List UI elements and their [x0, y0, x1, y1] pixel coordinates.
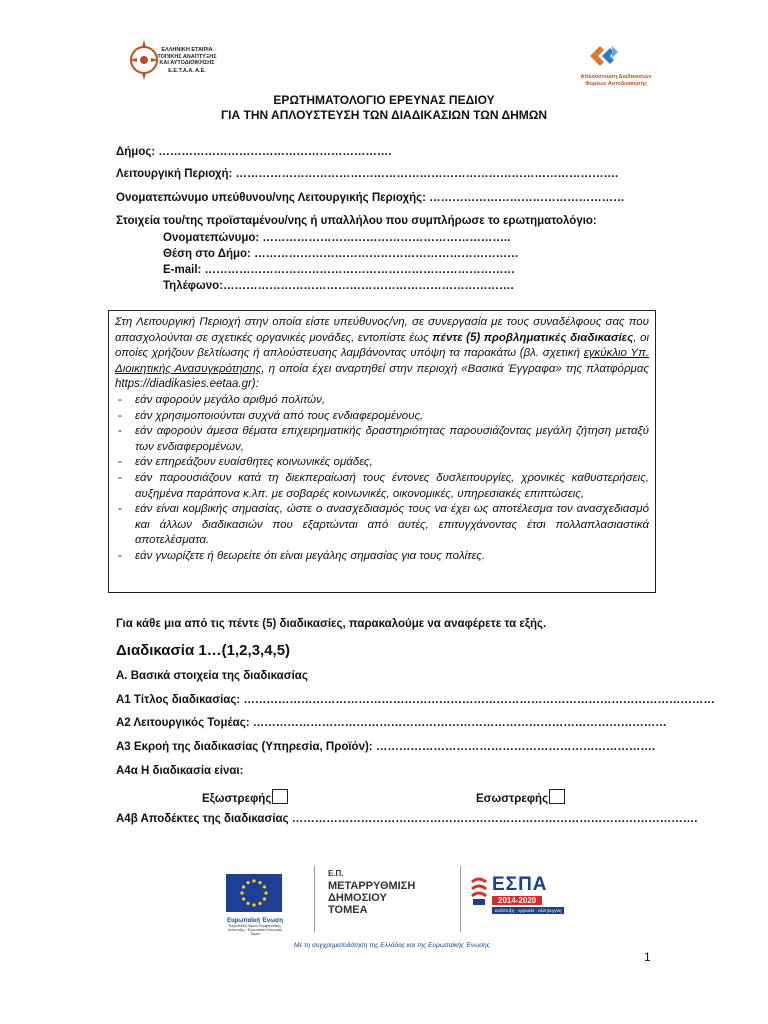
field-email: E-mail: ………………………………………………………………………	[163, 264, 516, 276]
ep-line3: ΤΟΜΕΑ	[328, 904, 368, 916]
five-procedures-note: Για κάθε μια από τις πέντε (5) διαδικασίες, παρακαλούμε να αναφέρετε τα εξής.	[116, 618, 547, 630]
option-internal[interactable]	[476, 789, 565, 805]
cofinance-note: Με τη συγχρηματοδότηση της Ελλάδας και της Ευρωπαϊκής Ένωσης	[294, 942, 490, 949]
espa-tagline: ανάπτυξη - εργασία - αλληλεγγύη	[492, 907, 564, 914]
instructions-intro: Στη Λειτουργική Περιοχή στην οποία είστε υπεύθυνος/νη, σε συνεργασία με τους συναδέλφους σας που απασχολούνται σε σχετικές οργανικές μονάδες, εντοπίστε έως πέντε (5) προβληματικές διαδικασίες, οι οποίες χρήζουν βελτίωσης ή απλούστευσης λαμβάνοντας υπόψη τα παρακάτω (βλ. σχετική εγκύκλιο Υπ. Διοικητικής Ανασυγκρότησης, η οποία έχει αναρτηθεί στην περιοχή «Βασικά Έγγραφα» της πλατφόρμας https://diadikasies.eetaa.gr):	[115, 316, 650, 391]
eetaa-logo-line: ΕΛΛΗΝΙΚΗ ΕΤΑΙΡΙΑ	[161, 47, 213, 53]
footer-divider	[314, 866, 315, 932]
field-a2-sector: Α2 Λειτουργικός Τομέας: ………………………………………………………………………………………………	[116, 717, 667, 729]
footer-divider	[460, 866, 461, 932]
option-external[interactable]	[202, 789, 288, 805]
field-supervisor-intro: Στοιχεία του/της προϊσταμένου/νης ή υπαλλήλου που συμπλήρωσε το ερωτηματολόγιο:	[116, 215, 597, 227]
diadikasies-emblem-icon	[586, 42, 622, 70]
section-a-heading: Α. Βασικά στοιχεία της διαδικασίας	[116, 670, 308, 682]
eu-sublabel: Ευρωπαϊκό Ταμείο Περιφερειακής Ανάπτυξης / Ευρωπαϊκό Κοινωνικό Ταμείο	[227, 924, 283, 936]
external-checkbox[interactable]	[272, 789, 288, 804]
diadikasies-logo-line: Απλούστευση Διαδικασιών	[580, 74, 652, 80]
field-position: Θέση στο Δήμο: ……………………………………………………………	[163, 248, 519, 260]
field-region: Λειτουργική Περιοχή: ……………………………………………………………………………………….	[116, 168, 619, 180]
field-a3-output: Α3 Εκροή της διαδικασίας (Υπηρεσία, Προϊόν): ……………………………………………………………….	[116, 741, 656, 753]
footer-banner	[222, 862, 562, 954]
ep-line1: ΜΕΤΑΡΡΥΘΜΙΣΗ	[328, 880, 416, 892]
document-title: ΕΡΩΤΗΜΑΤΟΛΟΓΙΟ ΕΡΕΥΝΑΣ ΠΕΔΙΟΥ	[273, 93, 495, 107]
criteria-item: - εάν χρησιμοποιούνται συχνά από τους ενδιαφερομένους,	[115, 409, 649, 425]
diadikasies-logo-line: Φορέων Αυτοδιοίκησης	[585, 80, 647, 87]
criteria-item: - εάν αφορούν μεγάλο αριθμό πολιτών,	[115, 393, 649, 409]
field-phone: Τηλέφωνο:………………………………………………………………….	[163, 280, 514, 292]
procedure-heading: Διαδικασία 1…(1,2,3,4,5)	[116, 642, 291, 659]
eetaa-logo	[128, 38, 224, 84]
eu-block	[226, 874, 284, 936]
ep-line2: ΔΗΜΟΣΙΟΥ	[328, 892, 387, 904]
diadikasies-logo	[576, 42, 656, 90]
field-a1-title: Α1 Τίτλος διαδικασίας: ……………………………………………………………………………………………………………	[116, 694, 715, 706]
eu-label: Ευρωπαϊκή Ένωση	[227, 918, 283, 924]
criteria-item: - εάν παρουσιάζουν κατά τη διεκπεραίωσή τους έντονες δυσλειτουργίες, χρονικές καθυστερήσεις, αυξημένα παράπονα κ.λπ. με σοβαρές κοινωνικές, οικονομικές, υπηρεσιακές επιπτώσεις,	[115, 471, 649, 502]
option-external-label: Εξωστρεφής	[202, 793, 272, 805]
document-subtitle: ΓΙΑ ΤΗΝ ΑΠΛΟΥΣΤΕΥΣΗ ΤΩΝ ΔΙΑΔΙΚΑΣΙΩΝ ΤΩΝ ΔΗΜΩΝ	[220, 108, 548, 122]
field-responsible: Ονοματεπώνυμο υπεύθυνου/νης Λειτουργικής Περιοχής: ……………………………………………	[116, 192, 625, 204]
criteria-item: - εάν επηρεάζουν ευαίσθητες κοινωνικές ομάδες,	[115, 455, 649, 471]
option-internal-label: Εσωστρεφής	[476, 793, 549, 805]
espa-stripes-icon	[470, 876, 488, 906]
espa-years: 2014-2020	[492, 896, 542, 905]
field-a4a-type: Α4α Η διαδικασία είναι:	[116, 765, 244, 777]
circular-reference: εγκύκλιο Υπ. Διοικητικής Ανασυγκρότησης	[115, 347, 649, 375]
ep-block	[328, 868, 448, 916]
eetaa-logo-line: ΤΟΠΙΚΗΣ ΑΝΑΠΤΥΞΗΣ	[157, 53, 217, 60]
field-municipality: Δήμος: …………………………………………………….	[116, 146, 392, 158]
criteria-list	[115, 393, 649, 565]
criteria-item: - εάν γνωρίζετε ή θεωρείτε ότι είναι μεγάλης σημασίας για τους πολίτες.	[115, 549, 649, 565]
criteria-item: - εάν αφορούν άμεσα θέματα επιχειρηματικής δραστηριότητας παρουσιάζοντας μεγάλη ζήτηση μεταξύ των ενδιαφερομένων,	[115, 424, 649, 455]
criteria-item: - εάν είναι κομβικής σημασίας, ώστε ο ανασχεδιασμός τους να έχει ως αποτέλεσμα τον ανασχεδιασμό και άλλων διαδικασιών που εξαρτώνται από αυτές, επιτυγχάνοντας έτσι πολλαπλασιαστικά αποτελέσματα.	[115, 502, 649, 549]
espa-label: ΕΣΠΑ	[492, 874, 548, 895]
ep-label: Ε.Π.	[328, 869, 344, 878]
eetaa-logo-line: Ε.Ε.Τ.Α.Α. Α.Ε.	[168, 67, 206, 74]
internal-checkbox[interactable]	[549, 789, 565, 804]
instructions-emphasis: πέντε (5) προβληματικές διαδικασίες	[432, 331, 634, 344]
eetaa-logo-line: ΚΑΙ ΑΥΤΟΔΙΟΙΚΗΣΗΣ	[159, 60, 215, 66]
eu-flag-icon	[226, 874, 282, 912]
instructions-box	[108, 310, 656, 593]
field-a4b-recipients: Α4β Αποδέκτες της διαδικασίας …………………………………………………………………………………………….	[116, 813, 698, 825]
page-number: 1	[644, 950, 651, 964]
field-name: Ονοματεπώνυμο: ………………………………………………………..	[163, 232, 511, 244]
